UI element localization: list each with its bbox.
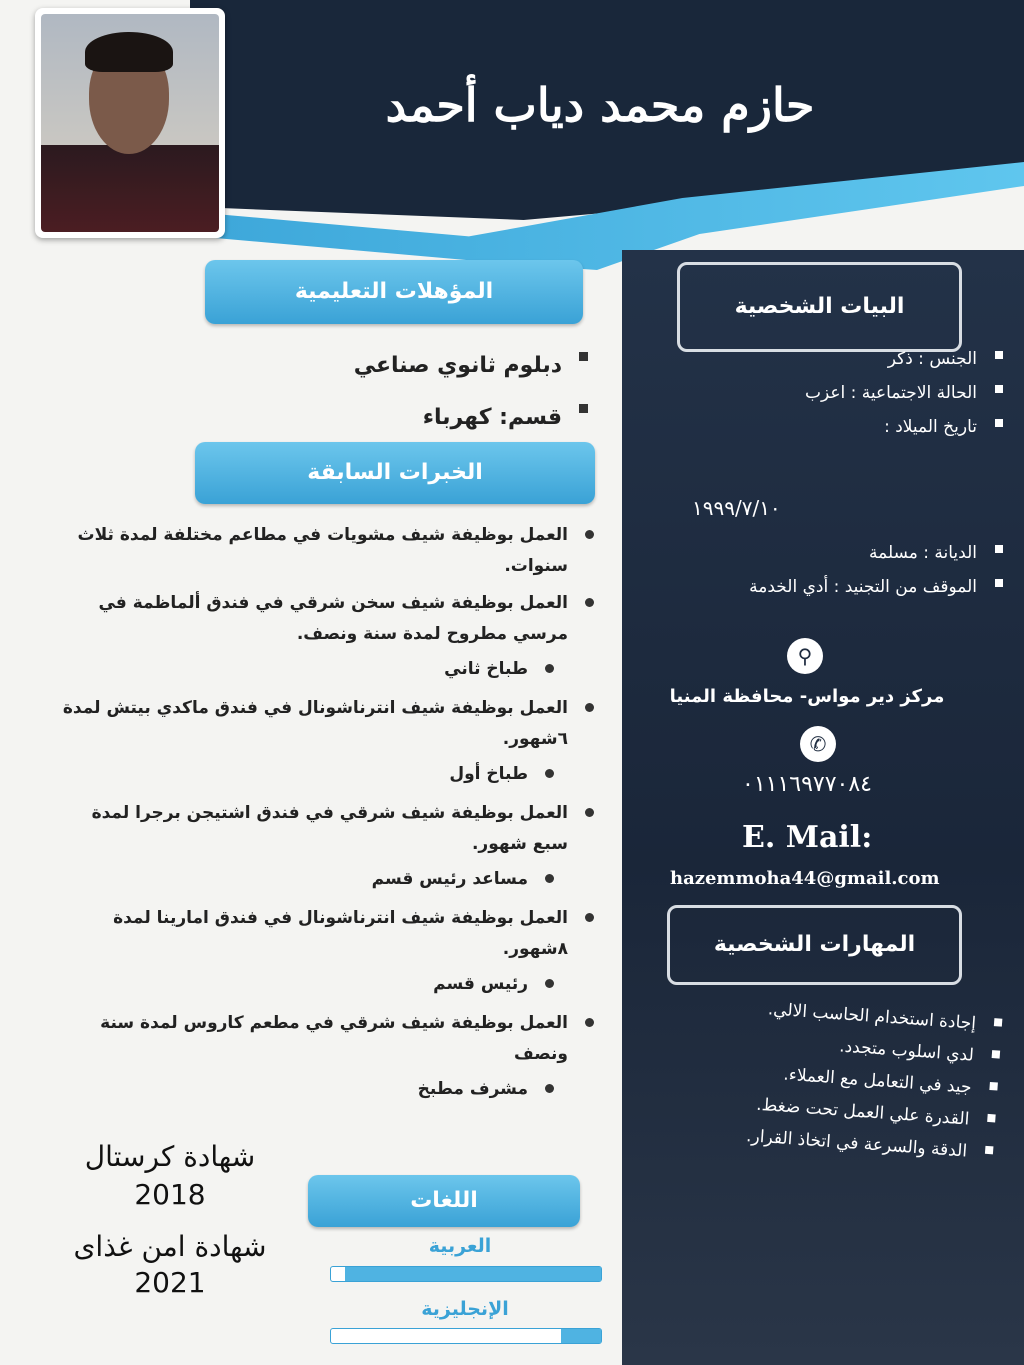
experience-role: طباخ أول [60, 759, 528, 790]
experience-item: العمل بوظيفة شيف شرقي في مطعم كاروس لمدة سنة ونصف [60, 1008, 568, 1070]
email-address[interactable]: hazemmoha44@gmail.com [670, 868, 940, 889]
personal-info-title: البيات الشخصية [677, 262, 962, 352]
birthdate-value: ١٩٩٩/٧/١٠ [692, 496, 781, 520]
address-text: مركز دير مواس- محافظة المنيا [669, 686, 945, 707]
experience-role: مشرف مطبخ [60, 1074, 528, 1105]
experience-role: مساعد رئيس قسم [60, 864, 528, 895]
experience-list [60, 520, 568, 1105]
birthdate-label-item: تاريخ الميلاد : [652, 410, 1007, 444]
phone-icon: ✆ [800, 726, 836, 762]
skill-item: الدقة والسرعة في اتخاذ القرار. [642, 1113, 998, 1170]
personal-info-list [652, 342, 1007, 444]
education-list [300, 340, 562, 444]
skills-list [642, 985, 1007, 1169]
skill-item: جيد في التعامل مع العملاء. [646, 1049, 1002, 1106]
experience-item: العمل بوظيفة شيف انترناشونال في فندق امارينا لمدة ٨شهور. [60, 903, 568, 965]
certificate-year: 2018 [134, 1178, 206, 1211]
certificate-year: 2021 [134, 1266, 206, 1299]
experience-item: العمل بوظيفة شيف مشويات في مطاعم مختلفة لمدة ثلاث سنوات. [60, 520, 568, 582]
language-name: العربية [428, 1235, 492, 1257]
skill-item: القدرة علي العمل تحت ضغط. [644, 1081, 1000, 1138]
skill-item: إجادة استخدام الحاسب الالي. [651, 985, 1007, 1042]
certificate-name: شهادة امن غذاى [73, 1230, 267, 1263]
language-level-fill [345, 1267, 602, 1281]
candidate-name: حازم محمد دياب أحمد [385, 78, 815, 132]
experience-item: العمل بوظيفة شيف انترناشونال في فندق ماكدي بيتش لمدة ٦شهور. [60, 693, 568, 755]
certificate-name: شهادة كرستال [84, 1140, 256, 1173]
experience-title: الخبرات السابقة [195, 442, 595, 504]
experience-role: رئيس قسم [60, 969, 528, 1000]
education-item: دبلوم ثانوي صناعي [300, 340, 562, 392]
skill-item: لدي اسلوب متجدد. [648, 1017, 1004, 1074]
language-name: الإنجليزية [421, 1298, 509, 1320]
education-item: قسم: كهرباء [300, 392, 562, 444]
gender-item: الجنس : ذكر [652, 342, 1007, 376]
location-pin-icon: ⚲ [787, 638, 823, 674]
skills-title: المهارات الشخصية [667, 905, 962, 985]
education-title: المؤهلات التعليمية [205, 260, 583, 324]
profile-photo [35, 8, 225, 238]
phone-number: ٠١١١٦٩٧٧٠٨٤ [742, 772, 872, 797]
military-status-item: الموقف من التجنيد : أدي الخدمة [652, 570, 1007, 604]
sidebar [622, 250, 1024, 1365]
language-level-bar [330, 1266, 602, 1282]
language-level-bar [330, 1328, 602, 1344]
email-label: E. Mail: [742, 820, 873, 855]
personal-info-list-2 [652, 536, 1007, 604]
experience-item: العمل بوظيفة شيف سخن شرقي في فندق ألماظمة في مرسي مطروح لمدة سنة ونصف. [60, 588, 568, 650]
religion-item: الديانة : مسلمة [652, 536, 1007, 570]
marital-status-item: الحالة الاجتماعية : اعزب [652, 376, 1007, 410]
language-level-fill [561, 1329, 602, 1343]
experience-role: طباخ ثاني [60, 654, 528, 685]
experience-item: العمل بوظيفة شيف شرقي في فندق اشتيجن برجرا لمدة سبع شهور. [60, 798, 568, 860]
languages-title: اللغات [308, 1175, 580, 1227]
